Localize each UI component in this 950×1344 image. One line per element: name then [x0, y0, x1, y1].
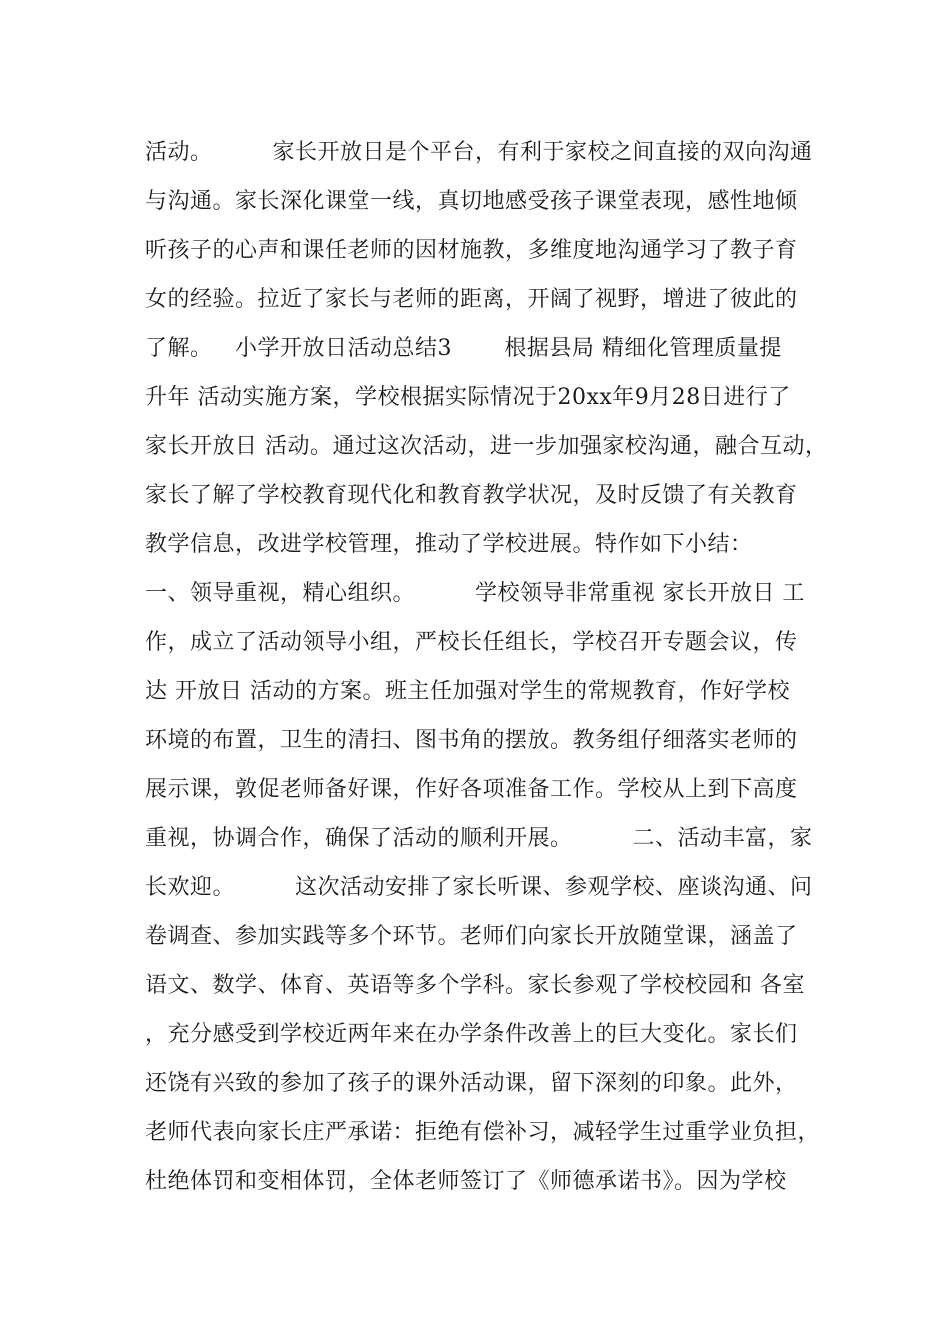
text-line: 卷调查、参加实践等多个环节。老师们向家长开放随堂课，涵盖了	[145, 924, 798, 949]
text-line: 家长开放日 活动。通过这次活动，进一步加强家校沟通，融合互动，	[145, 434, 828, 459]
text-line: 环境的布置，卫生的清扫、图书角的摆放。教务组仔细落实老师的	[145, 728, 798, 753]
text-line: 重视，协调合作，确保了活动的顺利开展。 二、活动丰富，家	[145, 826, 813, 851]
text-line: 一、领导重视，精心组织。 学校领导非常重视 家长开放日 工	[145, 581, 805, 606]
text-line: 长欢迎。 这次活动安排了家长听课、参观学校、座谈沟通、问	[145, 875, 813, 900]
text-line: 活动。 家长开放日是个平台，有利于家校之间直接的双向沟通	[145, 140, 813, 165]
text-line: 女的经验。拉近了家长与老师的距离，开阔了视野，增进了彼此的	[145, 287, 798, 312]
text-line: 升年 活动实施方案，学校根据实际情况于20xx年9月28日进行了	[145, 385, 791, 410]
text-line: ，充分感受到学校近两年来在办学条件改善上的巨大变化。家长们	[145, 1022, 798, 1047]
text-line: 展示课，敦促老师备好课，作好各项准备工作。学校从上到下高度	[145, 777, 798, 802]
text-line: 了解。 小学开放日活动总结3 根据县局 精细化管理质量提	[145, 336, 782, 361]
text-line: 达 开放日 活动的方案。班主任加强对学生的常规教育，作好学校	[145, 679, 790, 704]
text-line: 家长了解了学校教育现代化和教育教学状况，及时反馈了有关教育	[145, 483, 798, 508]
text-line: 杜绝体罚和变相体罚，全体老师签订了《师德承诺书》。因为学校	[145, 1169, 787, 1194]
text-line: 听孩子的心声和课任老师的因材施教，多维度地沟通学习了教子育	[145, 238, 798, 263]
text-line: 教学信息，改进学校管理，推动了学校进展。特作如下小结：	[145, 532, 753, 557]
text-line: 作，成立了活动领导小组，严校长任组长，学校召开专题会议，传	[145, 630, 798, 655]
text-line: 老师代表向家长庄严承诺：拒绝有偿补习，减轻学生过重学业负担，	[145, 1120, 821, 1145]
text-line: 还饶有兴致的参加了孩子的课外活动课，留下深刻的印象。此外，	[145, 1071, 798, 1096]
body-text	[145, 128, 845, 1206]
text-line: 语文、数学、体育、英语等多个学科。家长参观了学校校园和 各室	[145, 973, 805, 998]
text-line: 与沟通。家长深化课堂一线，真切地感受孩子课堂表现，感性地倾	[145, 189, 798, 214]
